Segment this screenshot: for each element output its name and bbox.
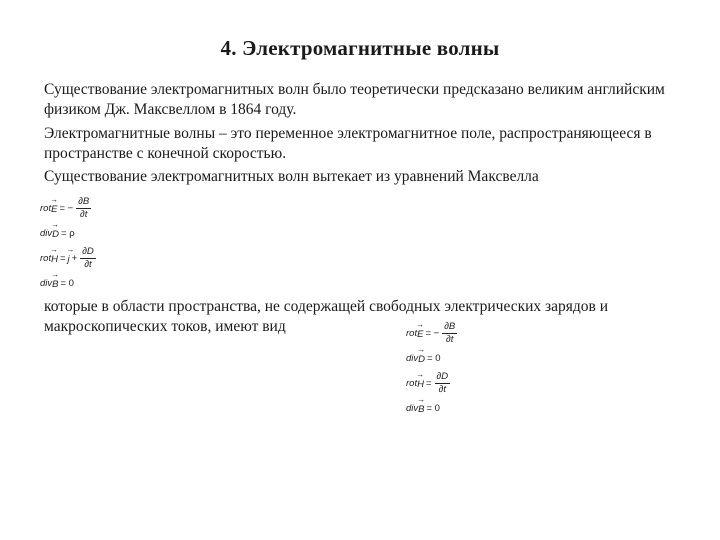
- equation-rot-h-vacuum: rot → H = $\frac{\partial D}{\partial t}$: [406, 371, 458, 396]
- equation-rot-e: rot → E = − $\frac{\partial B}{\partial t}$: [40, 196, 97, 221]
- equation-div-b-vacuum: div → B = 0: [406, 396, 458, 421]
- equation-div-d-vacuum: div → D = 0: [406, 346, 458, 371]
- equation-rot-h: rot → H = → j + $\frac{\partial D}{\partial t}$: [40, 246, 97, 271]
- equation-rot-e-vacuum: rot → E = − $\frac{\partial B}{\partial t}$: [406, 321, 458, 346]
- equation-div-d: div → D = ρ: [40, 221, 97, 246]
- maxwell-equations-general: [40, 196, 97, 296]
- vacuum-paragraph: которые в области пространства, не содержащей свободных электрических зарядов и макроскопических токов, имеют вид: [44, 298, 609, 335]
- maxwell-paragraph: Существование электромагнитных волн вытекает из уравнений Максвелла: [44, 168, 539, 185]
- maxwell-equations-vacuum: [406, 321, 458, 421]
- equation-div-b: div → B = 0: [40, 271, 97, 296]
- intro-paragraph: Существование электромагнитных волн было теоретически предсказано великим английским физиком Дж. Максвеллом в 1864 году.: [44, 81, 665, 118]
- definition-paragraph: Электромагнитные волны – это переменное электромагнитное поле, распространяющееся в пространстве с конечной скоростью.: [44, 125, 652, 162]
- slide-title: 4. Электромагнитные волны: [220, 36, 500, 60]
